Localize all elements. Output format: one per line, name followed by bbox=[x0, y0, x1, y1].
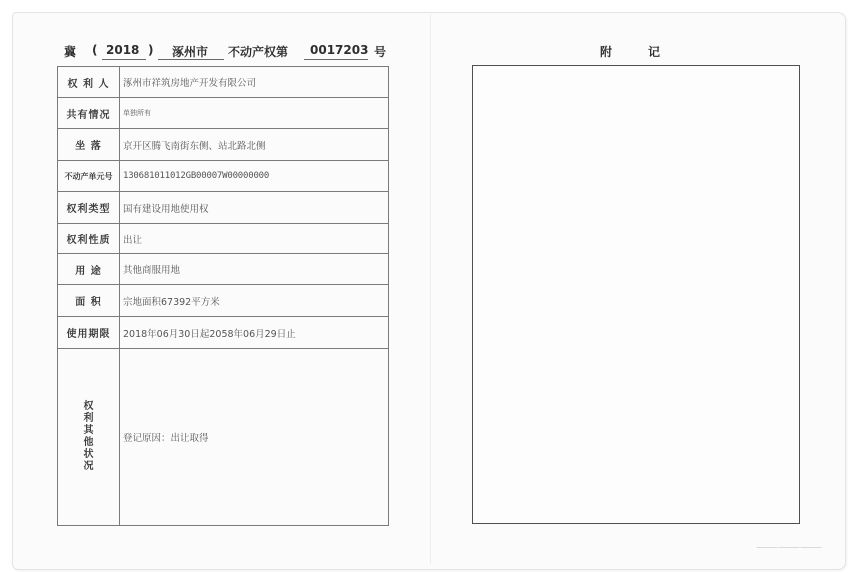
row-value: 京开区腾飞南街东侧、站北路北侧 bbox=[120, 129, 389, 161]
row-label: 面 积 bbox=[58, 285, 120, 317]
table-row bbox=[58, 161, 389, 192]
city-underline bbox=[158, 59, 224, 60]
table-row bbox=[58, 224, 389, 254]
certificate-header bbox=[44, 40, 394, 62]
table-row-other-status bbox=[58, 349, 389, 526]
row-value: 涿州市祥筑房地产开发有限公司 bbox=[120, 67, 389, 98]
header-year: 2018 bbox=[106, 43, 140, 57]
row-label: 坐 落 bbox=[58, 129, 120, 161]
row-label: 用 途 bbox=[58, 254, 120, 285]
other-status-label bbox=[58, 349, 120, 526]
header-paren-close: ) bbox=[148, 43, 154, 57]
appendix-title-char-2: 记 bbox=[648, 45, 661, 59]
table-row bbox=[58, 254, 389, 285]
register-table bbox=[57, 66, 389, 526]
header-paren-open: ( bbox=[92, 43, 98, 57]
row-label: 不动产单元号 bbox=[58, 161, 120, 192]
row-label: 权利类型 bbox=[58, 192, 120, 224]
page-fold bbox=[430, 14, 431, 564]
table-row bbox=[58, 67, 389, 98]
row-value: 国有建设用地使用权 bbox=[120, 192, 389, 224]
header-doc-type: 不动产权第 bbox=[228, 45, 289, 59]
row-value: 出让 bbox=[120, 224, 389, 254]
header-prefix: 冀 bbox=[64, 45, 77, 59]
row-value: 宗地面积67392平方米 bbox=[120, 285, 389, 317]
header-suffix: 号 bbox=[374, 45, 387, 59]
appendix-title-char-1: 附 bbox=[600, 45, 613, 59]
row-value: 单独所有 bbox=[120, 98, 389, 129]
year-underline bbox=[102, 59, 146, 60]
appendix-notes-box bbox=[472, 65, 800, 524]
row-label: 共有情况 bbox=[58, 98, 120, 129]
row-value: 130681011012GB00007W00000000 bbox=[120, 161, 389, 192]
row-value: 2018年06月30日起2058年06月29日止 bbox=[120, 317, 389, 349]
row-label: 权利性质 bbox=[58, 224, 120, 254]
table-row bbox=[58, 317, 389, 349]
table-row bbox=[58, 192, 389, 224]
number-underline bbox=[304, 59, 368, 60]
header-number: 0017203 bbox=[310, 43, 369, 57]
table-row bbox=[58, 98, 389, 129]
row-label: 权 利 人 bbox=[58, 67, 120, 98]
watermark: ⸺⸺⸺ bbox=[756, 540, 822, 555]
table-row bbox=[58, 129, 389, 161]
header-city: 涿州市 bbox=[172, 45, 209, 59]
other-status-label-text: 权利其他状况 bbox=[83, 401, 94, 472]
other-status-value: 登记原因：出让取得 bbox=[120, 349, 389, 526]
table-row bbox=[58, 285, 389, 317]
row-value: 其他商服用地 bbox=[120, 254, 389, 285]
appendix-title bbox=[600, 43, 680, 59]
row-label: 使用期限 bbox=[58, 317, 120, 349]
